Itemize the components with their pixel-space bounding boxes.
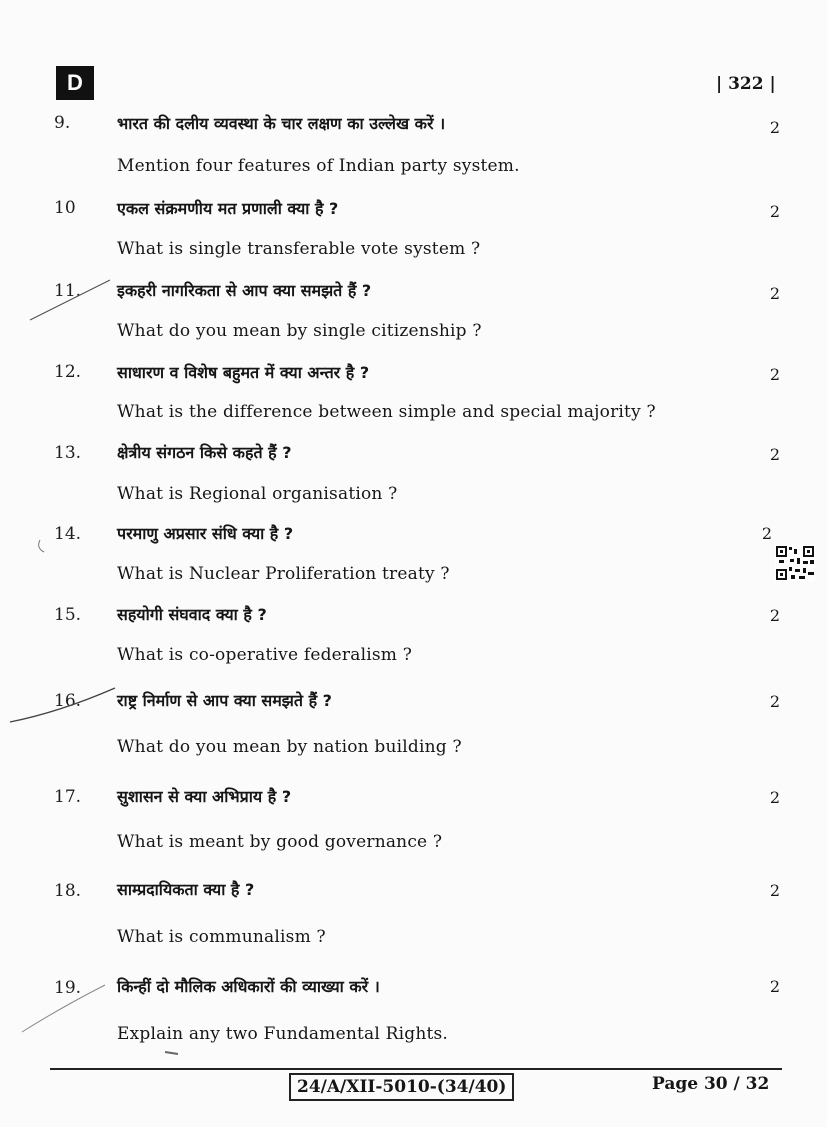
question-text-hindi: साम्प्रदायिकता क्या है ? <box>117 880 255 899</box>
question-text-english: What do you mean by single citizenship ? <box>117 321 482 341</box>
question-text-english: What is meant by good governance ? <box>117 832 443 852</box>
question-text-english: What is Regional organisation ? <box>117 484 398 504</box>
question-marks: 2 <box>769 788 780 807</box>
question-text-english: What is the difference between simple and special majority ? <box>117 402 656 422</box>
question-number: 18. <box>54 881 82 901</box>
question-number: 19. <box>54 978 82 998</box>
question-text-hindi: किन्हीं दो मौलिक अधिकारों की व्याख्या करें । <box>117 977 380 996</box>
set-label-badge: D <box>56 66 94 100</box>
question-text-hindi: सहयोगी संघवाद क्या है ? <box>117 605 267 624</box>
question-text-hindi: भारत की दलीय व्यवस्था के चार लक्षण का उल्लेख करें । <box>117 114 446 133</box>
question-number: 14. <box>54 524 82 544</box>
question-text-hindi: एकल संक्रमणीय मत प्रणाली क्या है ? <box>117 199 339 218</box>
question-text-english: What is Nuclear Proliferation treaty ? <box>117 564 450 584</box>
question-text-hindi: सुशासन से क्या अभिप्राय है ? <box>117 787 292 806</box>
question-marks: 2 <box>769 692 780 711</box>
footer-divider <box>50 1068 782 1070</box>
qr-code-icon <box>775 545 815 581</box>
question-marks: 2 <box>769 365 780 384</box>
question-text-hindi: क्षेत्रीय संगठन किसे कहते हैं ? <box>117 443 292 462</box>
question-number: 16. <box>54 691 82 711</box>
question-marks: 2 <box>769 202 780 221</box>
question-text-english: Mention four features of Indian party system. <box>117 156 520 176</box>
page-number: Page 30 / 32 <box>652 1074 770 1094</box>
question-text-english: What do you mean by nation building ? <box>117 737 462 757</box>
question-marks: 2 <box>769 881 780 900</box>
question-text-hindi: राष्ट्र निर्माण से आप क्या समझते हैं ? <box>117 691 332 710</box>
question-marks: 2 <box>769 606 780 625</box>
question-text-english: What is communalism ? <box>117 927 326 947</box>
question-number: 13. <box>54 443 82 463</box>
question-text-hindi: इकहरी नागरिकता से आप क्या समझते हैं ? <box>117 281 372 300</box>
question-marks: 2 <box>769 118 780 137</box>
question-text-english: What is co-operative federalism ? <box>117 645 413 665</box>
question-number: 11. <box>54 281 82 301</box>
question-number: 10 <box>54 198 76 218</box>
question-marks: 2 <box>769 284 780 303</box>
question-marks: 2 <box>761 524 772 543</box>
question-text-english: What is single transferable vote system ? <box>117 239 481 259</box>
question-text-hindi: परमाणु अप्रसार संधि क्या है ? <box>117 524 294 543</box>
paper-code: | 322 | <box>716 74 776 94</box>
question-marks: 2 <box>769 445 780 464</box>
question-number: 17. <box>54 787 82 807</box>
footer-paper-code: 24/A/XII-5010-(34/40) <box>289 1073 514 1101</box>
question-number: 15. <box>54 605 82 625</box>
question-marks: 2 <box>769 977 780 996</box>
question-text-hindi: साधारण व विशेष बहुमत में क्या अन्तर है ? <box>117 363 370 382</box>
question-number: 12. <box>54 362 82 382</box>
question-number: 9. <box>54 113 71 133</box>
question-text-english: Explain any two Fundamental Rights. <box>117 1024 449 1044</box>
